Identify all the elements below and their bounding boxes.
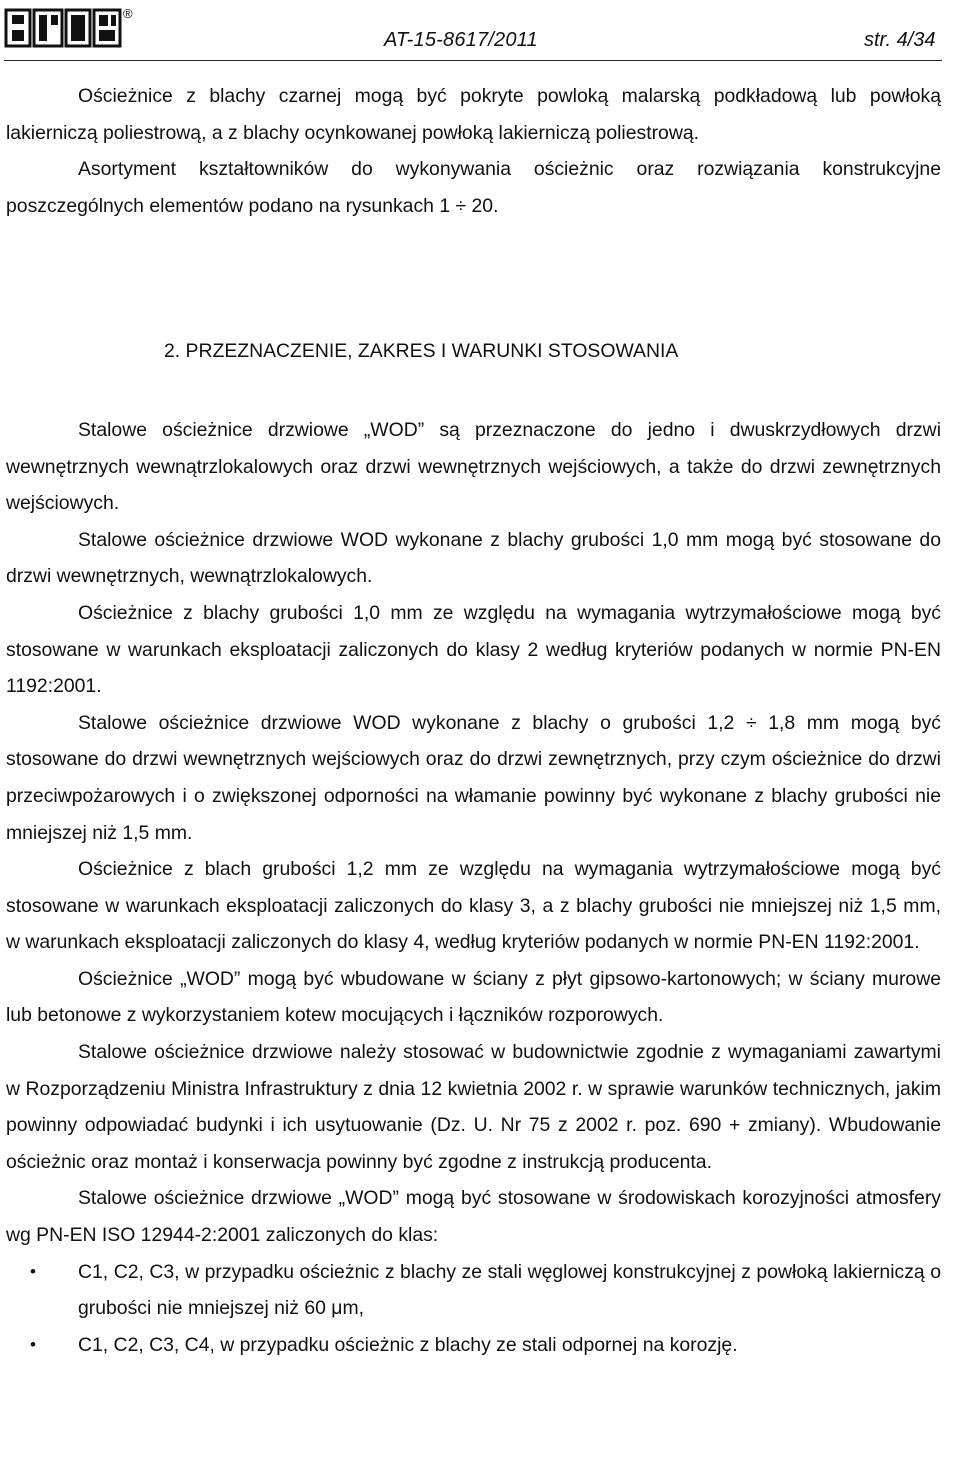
paragraph: Asortyment kształtowników do wykonywania ościeżnic oraz rozwiązania konstrukcyjne poszczególnych elementów podano na rysunkach 1 ÷ 20. (6, 158, 941, 217)
list-item-text: C1, C2, C3, w przypadku ościeżnic z blachy ze stali węglowej konstrukcyjnej z powłoką lakierniczą o grubości nie mniejszej niż 60 μm, (78, 1260, 941, 1320)
list-item-text: C1, C2, C3, C4, w przypadku ościeżnic z blachy ze stali odpornej na korozję. (78, 1333, 738, 1356)
itb-logo (4, 4, 136, 50)
paragraph: Ościeżnice z blachy grubości 1,0 mm ze względu na wymagania wytrzymałościowe mogą być stosowane w warunkach eksploatacji zaliczonych do klasy 2 według kryteriów podanych w normie PN-EN 1192:2001. (6, 601, 941, 698)
list-item (6, 1254, 941, 1327)
paragraph: Stalowe ościeżnice drzwiowe „WOD” są przeznaczone do jedno i dwuskrzydłowych drzwi wewnętrznych wewnątrzlokalowych oraz drzwi wewnętrznych wejściowych, a także do drzwi zewnętrznych wejściowych. (6, 418, 941, 515)
section-heading: 2. PRZEZNACZENIE, ZAKRES I WARUNKI STOSOWANIA (164, 340, 679, 363)
paragraph: Ościeżnice z blachy czarnej mogą być pokryte powloką malarską podkładową lub powłoką lakierniczą poliestrową, a z blachy ocynkowanej powłoką lakierniczą poliestrową. (6, 85, 941, 144)
paragraph: Ościeżnice z blach grubości 1,2 mm ze względu na wymagania wytrzymałościowe mogą być stosowane w warunkach eksploatacji zaliczonych do klasy 3, a z blachy grubości nie mniejszej niż 1,5 mm, w warunkach eksploatacji zaliczonych do klasy 4, według kryteriów podanych w normie PN-EN 1192:2001. (6, 858, 941, 954)
page-number: str. 4/34 (864, 29, 936, 51)
paragraph: Ościeżnice „WOD” mogą być wbudowane w ściany z płyt gipsowo-kartonowych; w ściany murowe lub betonowe z wykorzystaniem kotew mocujących i łączników rozporowych. (6, 967, 941, 1027)
bullet-icon: • (30, 1334, 36, 1354)
bullet-icon: • (30, 1261, 36, 1281)
paragraph: Stalowe ościeżnice drzwiowe WOD wykonane z blachy grubości 1,0 mm mogą być stosowane do drzwi wewnętrznych, wewnątrzlokalowych. (6, 528, 941, 588)
header-divider (4, 60, 942, 61)
corrosion-class-list (6, 1254, 941, 1364)
document-id: AT-15-8617/2011 (384, 29, 538, 51)
page-header (0, 0, 960, 62)
list-item (6, 1327, 941, 1364)
paragraph: Stalowe ościeżnice drzwiowe należy stosować w budownictwie zgodnie z wymaganiami zawartymi w Rozporządzeniu Ministra Infrastruktury z dnia 12 kwietnia 2002 r. w sprawie warunków technicznych, jakim powinny odpowiadać budynki i ich usytuowanie (Dz. U. Nr 75 z 2002 r. poz. 690 + zmiany). Wbudowanie ościeżnic oraz montaż i konserwacja powinny być zgodne z instrukcją producenta. (6, 1041, 941, 1173)
paragraph: Stalowe ościeżnice drzwiowe WOD wykonane z blachy o grubości 1,2 ÷ 1,8 mm mogą być stosowane do drzwi wewnętrznych wejściowych oraz do drzwi zewnętrznych, przy czym ościeżnice do drzwi przeciwpożarowych i o zwiększonej odporności na włamanie powinny być wykonane z blachy grubości nie mniejszej niż 1,5 mm. (6, 711, 941, 844)
registered-mark: ® (123, 6, 133, 21)
document-body (6, 78, 941, 1363)
paragraph: Stalowe ościeżnice drzwiowe „WOD” mogą być stosowane w środowiskach korozyjności atmosfery wg PN-EN ISO 12944-2:2001 zaliczonych do klas: (6, 1187, 941, 1247)
